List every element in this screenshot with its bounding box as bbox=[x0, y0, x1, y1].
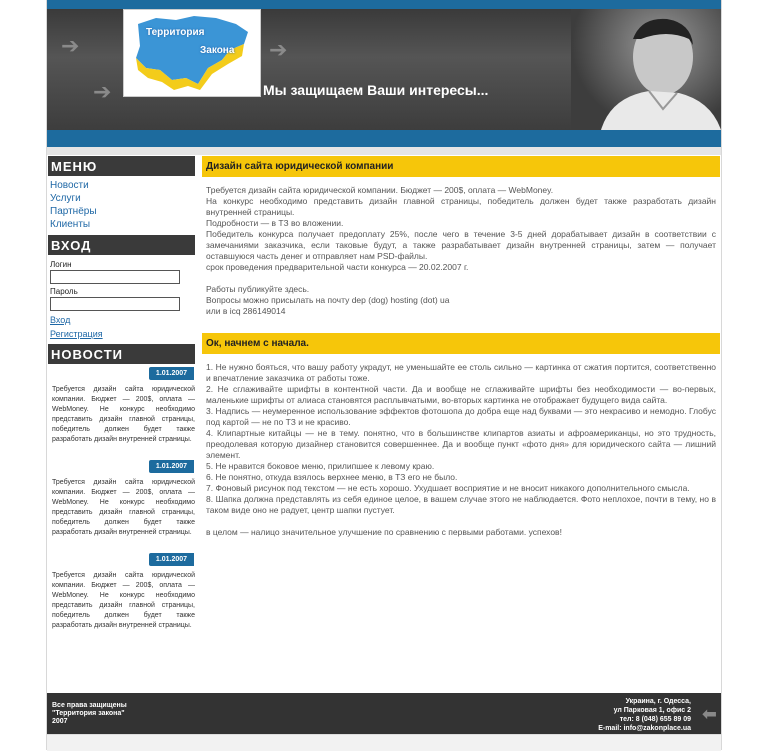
footer bbox=[47, 693, 721, 734]
login-link[interactable]: Вход bbox=[50, 315, 71, 325]
paragraph: 3. Надпись — неумеренное использование эффектов фотошопа до добра еще над буквами — это некрасиво и немодно. Глобус под картой — не по ТЗ и не красиво. bbox=[206, 406, 716, 427]
logo[interactable] bbox=[123, 9, 261, 97]
copyright-line: "Территория закона" bbox=[52, 710, 125, 717]
paragraph: Работы публикуйте здесь. bbox=[206, 284, 310, 294]
login-label: Логин bbox=[50, 260, 72, 269]
footer-copyright bbox=[52, 702, 127, 726]
menu-item-partners[interactable]: Партнёры bbox=[50, 206, 97, 217]
arrow-left-icon: ⬅ bbox=[701, 704, 717, 724]
contact-line: Украина, г. Одесса, bbox=[625, 698, 691, 705]
section-title: Дизайн сайта юридической компании bbox=[202, 156, 720, 177]
news-title: НОВОСТИ bbox=[48, 344, 195, 364]
header-photo bbox=[571, 9, 721, 130]
login-title: ВХОД bbox=[48, 235, 195, 255]
section-body bbox=[202, 354, 720, 546]
menu-title: МЕНЮ bbox=[48, 156, 195, 176]
paragraph: Вопросы можно присылать на почту dep (dog) hosting (dot) ua bbox=[206, 295, 450, 305]
paragraph: 4. Клипартные китайцы — не в тему. понятно, что в большинстве клипартов азиаты и афроамериканцы, но это трудность, преодолевая которую дизайнер становится совершеннее. Да и вообще пункт «фото дня» для юридического сайта — лишний элемент. bbox=[206, 428, 716, 460]
login-input[interactable] bbox=[50, 270, 180, 284]
sidebar bbox=[48, 156, 195, 643]
news-date-badge: 1.01.2007 bbox=[149, 367, 194, 380]
header-slogan: Мы защищаем Ваши интересы... bbox=[263, 82, 489, 98]
password-input[interactable] bbox=[50, 297, 180, 311]
news-date-badge: 1.01.2007 bbox=[149, 553, 194, 566]
logo-text-line2: Закона bbox=[200, 45, 235, 56]
paragraph: или в icq 286149014 bbox=[206, 306, 286, 316]
page bbox=[46, 0, 722, 750]
ukraine-map-icon bbox=[124, 10, 260, 96]
news-item bbox=[48, 364, 195, 445]
contact-line: ул Парковая 1, офис 2 bbox=[613, 707, 691, 714]
news-text: Требуется дизайн сайта юридической компании. Бюджет — 200$, оплата — WebMoney. Не конкурс необходимо представить дизайн главной страницы, победитель должен будет также разработать дизайн внутренней страницы. bbox=[52, 479, 195, 536]
news-text: Требуется дизайн сайта юридической компании. Бюджет — 200$, оплата — WebMoney. Не конкурс необходимо представить дизайн главной страницы, победитель должен будет также разработать дизайн внутренней страницы. bbox=[52, 386, 195, 443]
main-content bbox=[202, 156, 720, 546]
contact-email[interactable]: E-mail: info@zakonplace.ua bbox=[598, 725, 691, 732]
paragraph: в целом — налицо значительное улучшение по сравнению с первыми работами. успехов! bbox=[206, 527, 562, 537]
top-strip bbox=[47, 0, 721, 9]
spacer bbox=[206, 516, 716, 527]
paragraph: 2. Не сглаживайте шрифты в контентной части. Да и вообще не сглаживайте шрифты без необходимости — во-первых, маленькие шрифты от алиаса становятся расплывчатыми, во-вторых картинка не отображает будущего вида сайта. bbox=[206, 384, 716, 405]
section-title: Ок, начнем с начала. bbox=[202, 333, 720, 354]
spacer bbox=[206, 273, 716, 284]
contact-line: тел: 8 (048) 655 89 09 bbox=[619, 716, 691, 723]
copyright-line: Все права защищены bbox=[52, 702, 127, 709]
news-item bbox=[48, 550, 195, 631]
menu-item-clients[interactable]: Клиенты bbox=[50, 219, 91, 230]
paragraph: 1. Не нужно бояться, что вашу работу украдут, не уменьшайте ее столь сильно — картинка от сжатия портится, соответственно и впечатление заказчика от работы тоже. bbox=[206, 362, 716, 383]
blue-bar bbox=[47, 130, 721, 147]
register-link[interactable]: Регистрация bbox=[50, 329, 103, 339]
arrow-right-icon: ➔ bbox=[93, 79, 112, 104]
menu-list bbox=[48, 176, 195, 235]
man-portrait-image bbox=[571, 9, 721, 130]
news-text: Требуется дизайн сайта юридической компании. Бюджет — 200$, оплата — WebMoney. Не конкурс необходимо представить дизайн главной страницы, победитель должен будет также разработать дизайн внутренней страницы. bbox=[52, 572, 195, 629]
news-date-badge: 1.01.2007 bbox=[149, 460, 194, 473]
menu-item-news[interactable]: Новости bbox=[50, 180, 89, 191]
gray-strip bbox=[47, 147, 721, 155]
arrow-right-icon: ➔ bbox=[61, 33, 80, 58]
password-label: Пароль bbox=[50, 287, 78, 296]
footer-contacts bbox=[598, 697, 691, 733]
paragraph: 7. Фоновый рисунок под текстом — не есть хорошо. Ухудшает восприятие и не вносит никакого дополнительного смысла. bbox=[206, 483, 690, 493]
paragraph: 8. Шапка должна представлять из себя единое целое, в вашем случае этого не наблюдается. Фото неплохое, почти в тему, но в таком виде оно не радует, центр шапки пустует. bbox=[206, 494, 716, 515]
news-item bbox=[48, 457, 195, 538]
copyright-line: 2007 bbox=[52, 718, 68, 725]
paragraph: Победитель конкурса получает предоплату 25%, после чего в течение 3-5 дней дорабатывает дизайн в соответствии с замечаниями заказчика, если таковые будут, а также разрабатывает дизайн внутренней страницы, затем — получает оставшуюся часть денег и отправляет нам PSD-файлы. bbox=[206, 229, 716, 261]
menu-item-services[interactable]: Услуги bbox=[50, 193, 81, 204]
paragraph: Подробности — в ТЗ во вложении. bbox=[206, 218, 344, 228]
paragraph: На конкурс необходимо представить дизайн главной страницы, победитель должен будет также разработать дизайн внутренней страницы. bbox=[206, 196, 716, 217]
bottom-strip bbox=[47, 734, 721, 751]
paragraph: Требуется дизайн сайта юридической компании. Бюджет — 200$, оплата — WebMoney. bbox=[206, 185, 554, 195]
paragraph: 6. Не понятно, откуда взялось верхнее меню, в ТЗ его не было. bbox=[206, 472, 458, 482]
login-form bbox=[48, 255, 195, 344]
paragraph: 5. Не нравится боковое меню, прилипшее к левому краю. bbox=[206, 461, 435, 471]
arrow-right-icon: ➔ bbox=[269, 37, 288, 62]
header bbox=[47, 9, 721, 130]
section-body bbox=[202, 177, 720, 325]
logo-text-line1: Территория bbox=[146, 27, 205, 38]
paragraph: срок проведения предварительной части конкурса — 20.02.2007 г. bbox=[206, 262, 469, 272]
